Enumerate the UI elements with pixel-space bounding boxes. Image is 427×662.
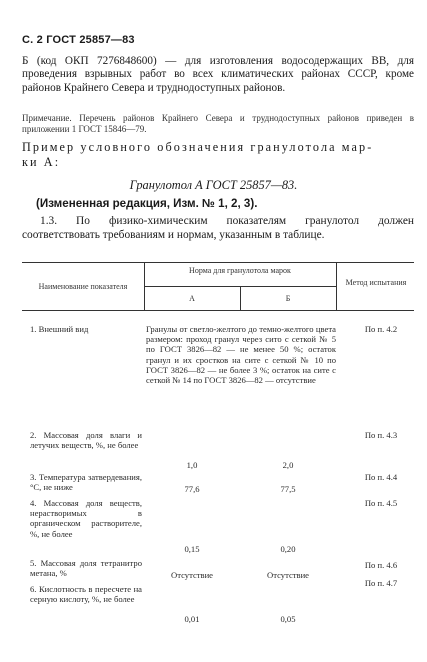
example-line-2: ки А: [22, 155, 61, 169]
row4-b: 0,20 [280, 544, 296, 554]
row5-b: Отсутствие [267, 570, 309, 580]
row2-a: 1,0 [186, 460, 198, 470]
row1-name: 1. Внешний вид [30, 324, 89, 334]
row2-b: 2,0 [282, 460, 294, 470]
row6-method: По п. 4.7 [364, 578, 398, 588]
properties-table [22, 262, 414, 650]
row6-b: 0,05 [280, 614, 296, 624]
row4-a: 0,15 [184, 544, 200, 554]
row2-method: По п. 4.3 [364, 430, 398, 440]
row5-a: Отсутствие [171, 570, 213, 580]
col-a-header: А [189, 294, 195, 303]
row1-method: По п. 4.2 [364, 324, 398, 334]
row6-a: 0,01 [184, 614, 200, 624]
revision-note: (Измененная редакция, Изм. № 1, 2, 3). [36, 197, 258, 210]
row2-name: 2. Массовая доля влаги и летучих веществ, %, не более [30, 430, 142, 451]
row1-text: Гранулы от светло-желтого до темно-желтого цвета размером: проход гранул через сито с сеткой № 5 по ГОСТ 3826—82 — не менее 50 %; остаток гранул и их сростков на сите с сеткой № 10 по ГОСТ 3826—82 — не более 3 %; остаток на сите с сеткой № 14 по ГОСТ 3826—82 — отсутствие [146, 324, 336, 386]
col-indicator-header: Наименование показателя [38, 282, 128, 291]
row3-method: По п. 4.4 [364, 472, 398, 482]
row3-a: 77,6 [184, 484, 200, 494]
page-header: С. 2 ГОСТ 25857—83 [22, 34, 135, 46]
designation-example: Гранулотол А ГОСТ 25857—83. [129, 178, 298, 192]
row4-name: 4. Массовая доля веществ, нерастворимых в органическом растворителе, %, не более [30, 498, 142, 539]
row5-method: По п. 4.6 [364, 560, 398, 570]
paragraph-grade-b: Б (код ОКП 7276848600) — для изготовления водосодержащих ВВ, для проведения взрывных работ во всех климатических районах СССР, кроме районов Крайнего Севера и труднодоступных районов. [22, 55, 414, 94]
note: Примечание. Перечень районов Крайнего Севера и труднодоступных районов приведен в приложении 1 ГОСТ 15846—79. [22, 113, 414, 134]
row6-name: 6. Кислотность в пересчете на серную кислоту, %, не более [30, 584, 142, 605]
example-line-1: Пример условного обозначения гранулотола мар- [22, 140, 374, 154]
paragraph-1-3: 1.3. По физико-химическим показателям гранулотол должен соответствовать требованиям и нормам, указанным в таблице. [22, 215, 414, 241]
col-method-header: Метод испытания [345, 278, 407, 287]
col-b-header: Б [285, 294, 291, 303]
row3-b: 77,5 [280, 484, 296, 494]
col-norm-header: Норма для гранулотола марок [189, 266, 291, 275]
row3-name: 3. Температура затвердевания, °С, не ниже [30, 472, 142, 493]
row4-method: По п. 4.5 [364, 498, 398, 508]
row5-name: 5. Массовая доля тетранитро метана, % [30, 558, 142, 579]
